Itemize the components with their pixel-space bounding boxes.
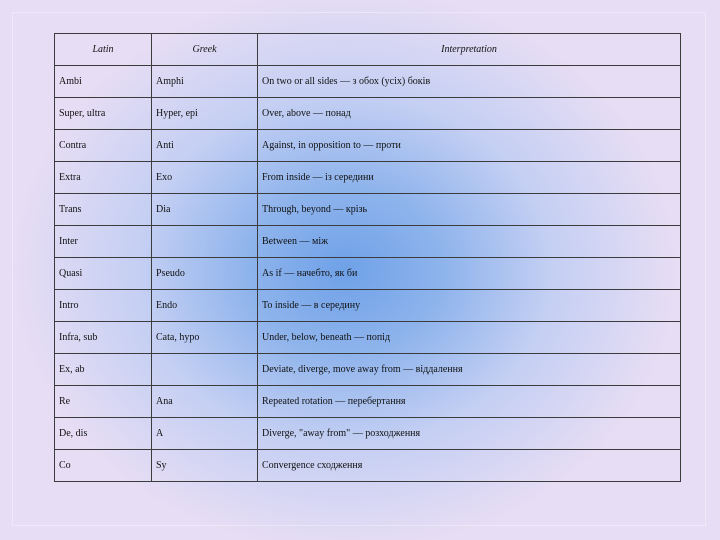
cell-latin: Inter bbox=[55, 226, 152, 258]
table-row bbox=[55, 258, 681, 290]
cell-interpretation: From inside — із середини bbox=[258, 162, 681, 194]
table-row bbox=[55, 162, 681, 194]
cell-latin: Trans bbox=[55, 194, 152, 226]
cell-latin: Ex, ab bbox=[55, 354, 152, 386]
cell-greek: Ana bbox=[152, 386, 258, 418]
header-latin: Latin bbox=[55, 34, 152, 66]
cell-interpretation: Repeated rotation — перебертання bbox=[258, 386, 681, 418]
cell-latin: Infra, sub bbox=[55, 322, 152, 354]
cell-interpretation: Deviate, diverge, move away from — віддалення bbox=[258, 354, 681, 386]
cell-greek: Sy bbox=[152, 450, 258, 482]
cell-interpretation: Convergence сходження bbox=[258, 450, 681, 482]
cell-latin: Co bbox=[55, 450, 152, 482]
header-greek: Greek bbox=[152, 34, 258, 66]
cell-interpretation: Through, beyond — крізь bbox=[258, 194, 681, 226]
table-row bbox=[55, 66, 681, 98]
cell-latin: Ambi bbox=[55, 66, 152, 98]
cell-latin: Extra bbox=[55, 162, 152, 194]
table-row bbox=[55, 386, 681, 418]
cell-interpretation: Under, below, beneath — попід bbox=[258, 322, 681, 354]
table-row bbox=[55, 354, 681, 386]
table-header-row bbox=[55, 34, 681, 66]
cell-greek: Exo bbox=[152, 162, 258, 194]
cell-interpretation: To inside — в середину bbox=[258, 290, 681, 322]
table-row bbox=[55, 98, 681, 130]
cell-interpretation: As if — начебто, як би bbox=[258, 258, 681, 290]
cell-greek: Endo bbox=[152, 290, 258, 322]
cell-interpretation: On two or all sides — з обох (усіх) боків bbox=[258, 66, 681, 98]
cell-interpretation: Diverge, "away from" — розходження bbox=[258, 418, 681, 450]
cell-greek: Anti bbox=[152, 130, 258, 162]
table-row bbox=[55, 226, 681, 258]
cell-greek: Hyper, epi bbox=[152, 98, 258, 130]
cell-greek: A bbox=[152, 418, 258, 450]
cell-greek bbox=[152, 354, 258, 386]
cell-interpretation: Over, above — понад bbox=[258, 98, 681, 130]
cell-latin: Super, ultra bbox=[55, 98, 152, 130]
cell-latin: De, dis bbox=[55, 418, 152, 450]
prefix-table bbox=[54, 33, 681, 482]
cell-greek: Cata, hypo bbox=[152, 322, 258, 354]
cell-greek: Dia bbox=[152, 194, 258, 226]
table-row bbox=[55, 418, 681, 450]
table-row bbox=[55, 194, 681, 226]
cell-greek: Pseudo bbox=[152, 258, 258, 290]
cell-latin: Intro bbox=[55, 290, 152, 322]
cell-latin: Quasi bbox=[55, 258, 152, 290]
cell-greek bbox=[152, 226, 258, 258]
cell-latin: Contra bbox=[55, 130, 152, 162]
cell-interpretation: Between — між bbox=[258, 226, 681, 258]
table-row bbox=[55, 290, 681, 322]
table-row bbox=[55, 322, 681, 354]
header-interpretation: Interpretation bbox=[258, 34, 681, 66]
table-row bbox=[55, 450, 681, 482]
cell-interpretation: Against, in opposition to — проти bbox=[258, 130, 681, 162]
cell-greek: Amphi bbox=[152, 66, 258, 98]
cell-latin: Re bbox=[55, 386, 152, 418]
table-row bbox=[55, 130, 681, 162]
